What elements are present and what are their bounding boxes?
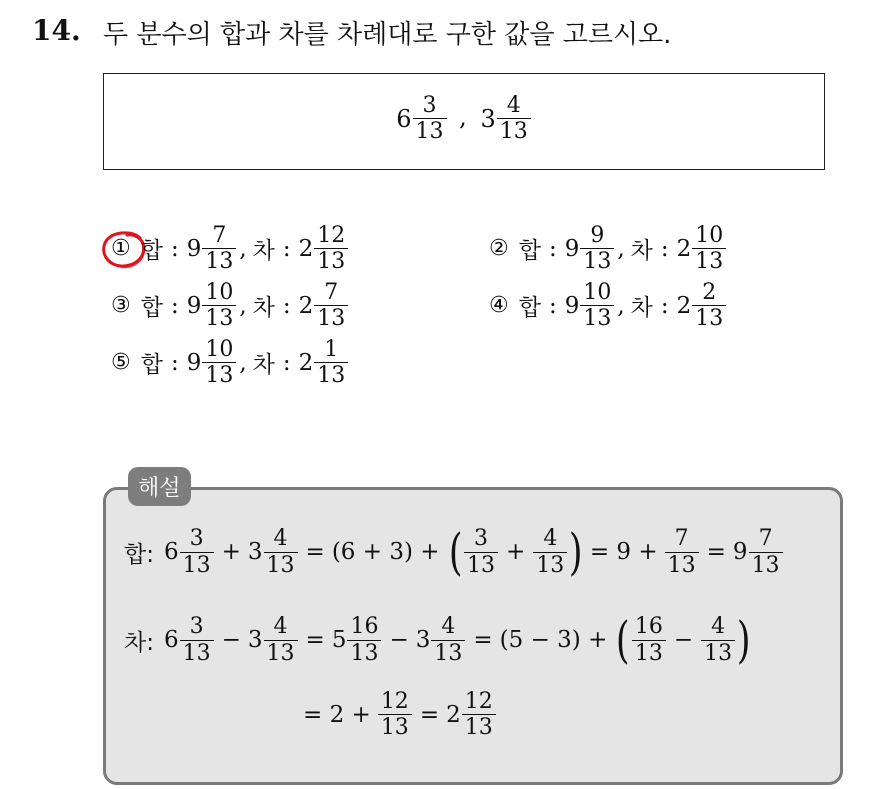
fraction [497,94,531,143]
denominator: 13 [692,305,726,330]
sum-label: 합 [140,352,163,379]
operator: = [706,539,726,565]
denominator: 13 [314,248,348,273]
numerator: 3 [422,93,437,118]
paren-close: ) [569,523,583,581]
denominator: 13 [202,305,236,330]
paren-open: ( [616,611,630,669]
fraction [378,690,412,739]
denominator: 13 [202,362,236,387]
given-fraction-a [396,94,447,143]
diff-whole: 2 [298,349,314,376]
option-1[interactable] [111,224,349,273]
numerator: 16 [634,614,663,640]
numerator: 10 [583,280,612,305]
explanation-diff-line [124,611,752,669]
numerator: 4 [273,614,288,640]
denominator: 13 [347,640,381,665]
numerator: 4 [273,526,288,552]
numerator: 7 [212,223,227,248]
numerator: 7 [758,526,773,552]
fraction [665,527,699,576]
diff-fraction [314,338,348,387]
numerator: 9 [590,223,605,248]
numerator: 10 [695,223,724,248]
result-expr: = 9 + [589,539,658,565]
sum-label: 합 [140,238,163,265]
grouped-expr: (6 + 3) + [331,539,440,565]
denominator: 13 [632,640,666,665]
sum-whole: 9 [564,235,580,262]
diff-whole: 2 [298,292,314,319]
diff-label: 차 [630,295,653,322]
denominator: 13 [180,552,214,577]
question-text: 두 분수의 합과 차를 차례대로 구한 값을 고르시오. [103,20,672,50]
term-whole: 3 [247,627,263,653]
grouped-expr: (5 − 3) + [499,627,608,653]
numerator: 1 [324,337,339,362]
numerator: 4 [711,614,726,640]
paren-close: ) [737,611,751,669]
sum-fraction [202,224,236,273]
option-3[interactable] [111,281,349,330]
denominator: 13 [462,714,496,739]
fraction [347,615,381,664]
explanation-sum-line [124,523,784,581]
explanation-tag: 해설 [128,467,191,506]
fraction [413,94,447,143]
sum-label: 합 [140,295,163,322]
numerator: 10 [205,337,234,362]
explanation-diff-line-2 [303,690,497,739]
diff-whole: 2 [676,235,692,262]
diff-label: 차: [124,629,154,656]
diff-fraction [314,281,348,330]
operator: − [221,627,241,653]
operator: = [419,701,440,728]
numerator: 16 [350,614,379,640]
fraction [533,527,567,576]
term-whole: 6 [163,539,179,565]
comma: , [617,235,625,262]
fraction [180,527,214,576]
numerator: 3 [189,614,204,640]
diff-whole: 2 [298,235,314,262]
denominator: 13 [749,552,783,577]
diff-fraction [692,281,726,330]
numerator: 12 [464,689,493,714]
numerator: 3 [474,526,489,552]
option-number-mark: ③ [111,293,131,319]
final-whole: 9 [732,539,748,565]
denominator: 13 [413,118,447,143]
colon: : [170,235,179,262]
given-fractions [104,94,824,143]
operator: + [506,539,526,565]
comma: , [617,292,625,319]
comma: , [239,349,247,376]
option-number-mark: ② [489,236,509,262]
sum-fraction [580,281,614,330]
diff-whole: 2 [676,292,692,319]
numerator: 12 [380,689,409,714]
denominator: 13 [264,640,298,665]
denominator: 13 [264,552,298,577]
term-whole: 3 [247,539,263,565]
colon: : [282,235,291,262]
sum-fraction [580,224,614,273]
denominator: 13 [497,118,531,143]
denominator: 13 [202,248,236,273]
term-whole: 6 [163,627,179,653]
diff-label: 차 [252,352,275,379]
denominator: 13 [580,248,614,273]
colon: : [282,292,291,319]
numerator: 3 [189,526,204,552]
option-5[interactable] [111,338,349,387]
fraction [264,527,298,576]
numerator: 7 [674,526,689,552]
paren-open: ( [448,523,463,581]
denominator: 13 [431,640,465,665]
whole: 6 [396,104,412,133]
whole: 3 [480,104,496,133]
term-whole: 5 [331,627,347,653]
option-number-mark: ① [111,236,131,262]
diff-label: 차 [630,238,653,265]
colon: : [660,235,669,262]
denominator: 13 [314,305,348,330]
option-number-mark: ④ [489,293,509,319]
sum-label: 합: [124,541,154,568]
lead-expr: = 2 + [303,701,371,728]
diff-label: 차 [252,295,275,322]
fraction [701,615,735,664]
separator: , [459,103,467,132]
colon: : [660,292,669,319]
colon: : [170,349,179,376]
numerator: 7 [324,280,339,305]
option-2[interactable] [489,224,727,273]
colon: : [548,292,557,319]
fraction [431,615,465,664]
operator: = [473,627,493,653]
sum-fraction [202,338,236,387]
fraction [264,615,298,664]
operator: − [389,627,409,653]
denominator: 13 [665,552,699,577]
diff-fraction [314,224,348,273]
fraction [180,615,214,664]
denominator: 13 [580,305,614,330]
operator: − [673,627,694,653]
sum-whole: 9 [186,292,202,319]
denominator: 13 [180,640,214,665]
fraction [749,527,783,576]
colon: : [548,235,557,262]
colon: : [170,292,179,319]
denominator: 13 [701,640,735,665]
diff-fraction [692,224,726,273]
numerator: 4 [543,526,558,552]
comma: , [239,235,247,262]
option-4[interactable] [489,281,727,330]
denominator: 13 [314,362,348,387]
sum-whole: 9 [564,292,580,319]
fraction [462,690,496,739]
given-box [103,73,825,170]
given-fraction-b [480,94,531,143]
diff-label: 차 [252,238,275,265]
numerator: 4 [506,93,521,118]
denominator: 13 [533,552,567,577]
fraction [632,615,666,664]
sum-fraction [202,281,236,330]
operator: = [305,539,325,565]
numerator: 2 [702,280,717,305]
sum-label: 합 [518,238,541,265]
final-whole: 2 [446,701,461,728]
term-whole: 3 [415,627,431,653]
denominator: 13 [378,714,412,739]
denominator: 13 [464,552,498,577]
operator: = [305,627,325,653]
sum-label: 합 [518,295,541,322]
comma: , [239,292,247,319]
sum-whole: 9 [186,235,202,262]
numerator: 10 [205,280,234,305]
question-number: 14. [32,14,81,47]
numerator: 4 [441,614,456,640]
colon: : [282,349,291,376]
sum-whole: 9 [186,349,202,376]
numerator: 12 [317,223,346,248]
operator: + [221,539,241,565]
option-number-mark: ⑤ [111,350,131,376]
fraction [464,527,498,576]
denominator: 13 [692,248,726,273]
